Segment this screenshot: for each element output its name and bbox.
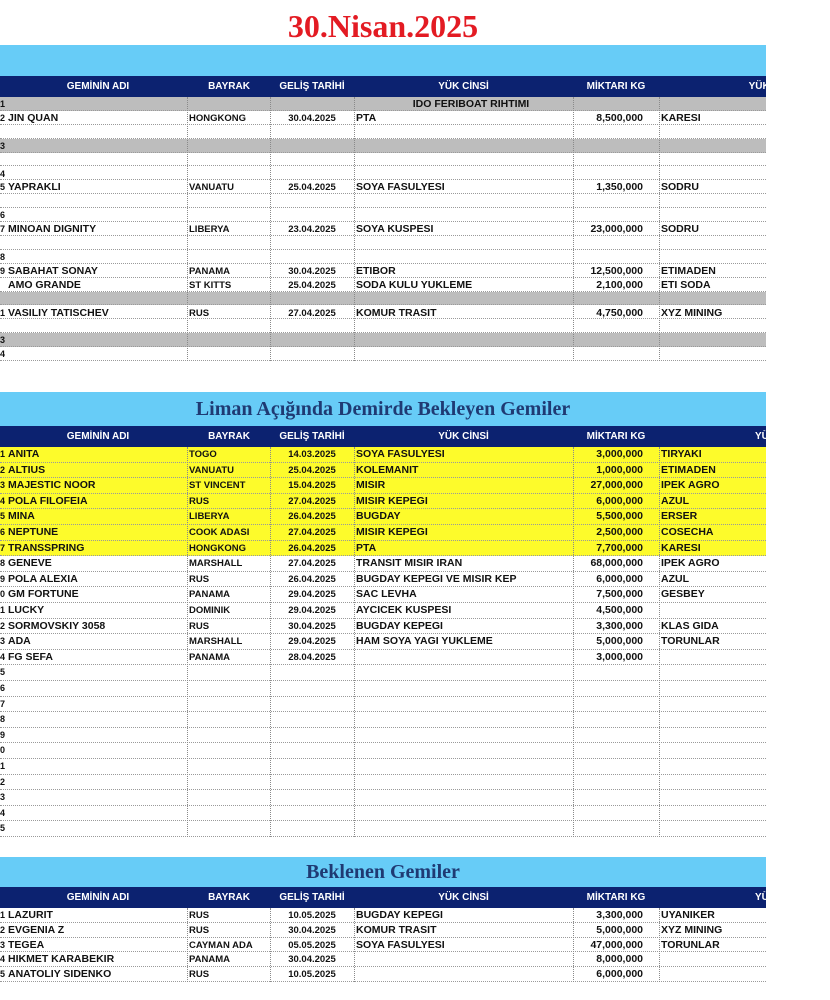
flag: LIBERYA — [189, 511, 230, 523]
berth-note: IDO FERIBOAT RIHTIMI — [412, 98, 530, 110]
table-row — [0, 697, 766, 713]
cargo-owner: ETI SODA — [661, 278, 711, 291]
cargo-owner: XYZ MINING — [661, 306, 723, 319]
cargo-owner: TORUNLAR — [661, 635, 720, 648]
row-number: 3 — [0, 140, 6, 151]
column-divider — [659, 97, 660, 361]
flag: COOK ADASI — [189, 527, 250, 538]
cargo-owner: GESBEY — [661, 588, 705, 601]
row-number: 7 — [0, 224, 6, 235]
arrival-date: 25.04.2025 — [288, 279, 336, 291]
row-number: 5 — [0, 511, 6, 522]
ship-name: POLA ALEXIA — [8, 572, 78, 585]
row-number: 6 — [0, 527, 6, 537]
flag: MARSHALL — [189, 636, 243, 648]
table-row — [0, 509, 766, 525]
row-number: 9 — [0, 573, 6, 584]
table-row — [0, 97, 766, 111]
column-divider — [573, 97, 574, 361]
flag: PANAMA — [189, 265, 230, 277]
flag: RUS — [189, 620, 210, 632]
row-number: 5 — [0, 667, 6, 678]
quantity-kg: 47,000,000 — [590, 938, 643, 951]
row-number: 3 — [0, 636, 6, 647]
table-row — [0, 541, 766, 557]
flag: RUS — [189, 495, 210, 507]
table-row — [0, 236, 766, 250]
flag: RUS — [189, 910, 210, 921]
table-row — [0, 525, 766, 541]
table-row — [0, 153, 766, 167]
row-number: 7 — [0, 698, 6, 709]
table-row — [0, 125, 766, 139]
table-row — [0, 194, 766, 208]
cargo-type: BUGDAY KEPEGI VE MISIR KEP — [356, 572, 517, 585]
table-row — [0, 923, 766, 938]
quantity-kg: 3,300,000 — [596, 909, 643, 921]
arrival-date: 30.04.2025 — [288, 265, 336, 277]
flag: PANAMA — [189, 954, 230, 966]
cargo-owner: KARESI — [661, 111, 701, 124]
quantity-kg: 6,000,000 — [596, 968, 643, 981]
arrival-date: 28.04.2025 — [288, 651, 336, 663]
col-arrival-date-header: GELİŞ TARİHİ — [279, 431, 345, 442]
row-number: 7 — [0, 542, 6, 553]
arrival-date: 30.04.2025 — [288, 620, 336, 632]
row-number: 6 — [0, 210, 6, 221]
table-row — [0, 821, 766, 837]
arrival-date: 26.04.2025 — [288, 542, 336, 554]
ship-name: GM FORTUNE — [8, 588, 79, 601]
arrival-date: 30.04.2025 — [288, 924, 336, 936]
flag: LIBERYA — [189, 224, 230, 236]
ship-name: ALTIUS — [8, 463, 46, 476]
cargo-type: SOYA FASULYESI — [356, 181, 445, 194]
page-title: 30.Nisan.2025 — [287, 8, 479, 44]
arrival-date: 30.04.2025 — [288, 112, 336, 124]
quantity-kg: 23,000,000 — [590, 223, 643, 236]
quantity-kg: 4,750,000 — [596, 306, 643, 319]
section3-title: Beklenen Gemiler — [306, 861, 460, 883]
ship-name: ANITA — [8, 448, 40, 460]
flag: MARSHALL — [189, 558, 243, 570]
ship-name: ANATOLIY SIDENKO — [8, 968, 112, 981]
section1-header — [0, 76, 807, 97]
col-cargo-type-header: YÜK CİNSİ — [438, 892, 489, 903]
col-cargo-owner-header: YÜK SAHİBİ — [748, 81, 807, 92]
table-row — [0, 208, 766, 222]
arrival-date: 14.03.2025 — [288, 449, 336, 460]
column-divider — [573, 908, 574, 982]
ship-name: GENEVE — [8, 557, 52, 570]
table-row — [0, 111, 766, 125]
cargo-type: MISIR KEPEGI — [356, 526, 428, 538]
quantity-kg: 68,000,000 — [590, 557, 643, 570]
ship-name: YAPRAKLI — [8, 181, 61, 194]
row-number: 2 — [0, 620, 6, 631]
ship-name: TEGEA — [8, 938, 45, 951]
arrival-date: 05.05.2025 — [288, 939, 336, 951]
cargo-owner: SODRU — [661, 181, 699, 194]
col-ship-name-header: GEMİNİN ADI — [66, 431, 130, 442]
row-number: 5 — [0, 182, 6, 193]
table-row — [0, 775, 766, 791]
quantity-kg: 4,500,000 — [596, 604, 643, 616]
ship-name: TRANSSPRING — [8, 541, 85, 554]
arrival-date: 10.05.2025 — [288, 969, 336, 981]
quantity-kg: 6,000,000 — [596, 494, 643, 507]
row-number: 8 — [0, 558, 6, 569]
table-row — [0, 333, 766, 347]
col-cargo-type-header: YÜK CİNSİ — [438, 81, 489, 92]
quantity-kg: 2,500,000 — [596, 526, 643, 538]
col-quantity-kg-header: MİKTARI KG — [586, 892, 646, 903]
table-row — [0, 250, 766, 264]
cargo-type: PTA — [356, 541, 377, 554]
col-flag-header: BAYRAK — [208, 431, 250, 442]
arrival-date: 27.04.2025 — [288, 558, 336, 570]
flag: PANAMA — [189, 589, 230, 601]
table-row — [0, 306, 766, 320]
cargo-owner: ETIMADEN — [661, 463, 716, 476]
table-row — [0, 967, 766, 982]
col-flag-header: BAYRAK — [208, 892, 250, 903]
row-number: 1 — [0, 761, 6, 771]
row-number: 0 — [0, 745, 6, 756]
flag: HONGKONG — [189, 112, 246, 124]
column-divider — [354, 97, 355, 361]
row-number: 4 — [0, 807, 6, 818]
row-number: 1 — [0, 910, 6, 920]
column-divider — [354, 447, 355, 837]
cargo-type: SOYA FASULYESI — [356, 938, 445, 951]
ship-name: LUCKY — [8, 604, 45, 616]
table-row — [0, 292, 766, 306]
quantity-kg: 3,300,000 — [596, 619, 643, 632]
flag: RUS — [189, 969, 210, 981]
quantity-kg: 3,000,000 — [596, 448, 643, 460]
col-flag-header: BAYRAK — [208, 81, 250, 92]
table-row — [0, 603, 766, 619]
table-row — [0, 264, 766, 278]
table-row — [0, 222, 766, 236]
cargo-owner: ERSER — [661, 510, 698, 523]
cargo-owner: AZUL — [661, 572, 689, 585]
cargo-owner: TORUNLAR — [661, 938, 720, 951]
cargo-type: KOMUR TRASIT — [356, 306, 437, 319]
table-row — [0, 478, 766, 494]
table-row — [0, 806, 766, 822]
row-number: 3 — [0, 792, 6, 803]
table-row — [0, 681, 766, 697]
row-number: 2 — [0, 776, 6, 787]
cargo-owner: TIRYAKI — [661, 448, 702, 460]
ship-name: JIN QUAN — [8, 111, 59, 124]
row-number: 4 — [0, 168, 6, 179]
table-row — [0, 572, 766, 588]
arrival-date: 29.04.2025 — [288, 589, 336, 601]
table-row — [0, 728, 766, 744]
table-row — [0, 908, 766, 923]
arrival-date: 25.04.2025 — [288, 464, 336, 476]
arrival-date: 29.04.2025 — [288, 636, 336, 648]
flag: PANAMA — [189, 651, 230, 663]
quantity-kg: 6,000,000 — [596, 572, 643, 585]
ship-name: NEPTUNE — [8, 526, 59, 538]
ship-name: POLA FILOFEIA — [8, 494, 88, 507]
flag: VANUATU — [189, 182, 235, 194]
table-row — [0, 447, 766, 463]
quantity-kg: 8,500,000 — [596, 111, 643, 124]
quantity-kg: 8,000,000 — [596, 953, 643, 966]
section1-band — [0, 45, 766, 76]
cargo-type: KOLEMANIT — [356, 463, 419, 476]
cargo-type: TRANSIT MISIR IRAN — [356, 557, 463, 570]
column-divider — [270, 908, 271, 982]
arrival-date: 26.04.2025 — [288, 511, 336, 523]
ship-name: VASILIY TATISCHEV — [8, 306, 109, 319]
row-number: 9 — [0, 265, 6, 276]
ship-name: MINA — [8, 510, 35, 523]
table-row — [0, 743, 766, 759]
table-row — [0, 139, 766, 153]
row-number: 8 — [0, 714, 6, 725]
arrival-date: 27.04.2025 — [288, 495, 336, 507]
row-number: 6 — [0, 683, 6, 693]
quantity-kg: 1,000,000 — [596, 463, 643, 476]
table-row — [0, 278, 766, 292]
table-row — [0, 759, 766, 775]
table-row — [0, 180, 766, 194]
ship-name: MINOAN DIGNITY — [8, 223, 97, 236]
col-ship-name-header: GEMİNİN ADI — [66, 892, 130, 903]
cargo-owner: KARESI — [661, 541, 701, 554]
table-row — [0, 650, 766, 666]
table-row — [0, 938, 766, 953]
flag: ST VINCENT — [189, 480, 246, 492]
col-cargo-owner-header: YÜK SAH — [754, 431, 800, 442]
col-cargo-owner-header: YÜK SAH — [754, 892, 800, 903]
row-number: 5 — [0, 823, 6, 834]
cargo-type: ETIBOR — [356, 264, 396, 277]
cargo-type: MISIR KEPEGI — [356, 494, 428, 507]
row-number: 2 — [0, 112, 6, 123]
section2-band — [0, 392, 766, 426]
cargo-owner: COSECHA — [661, 526, 714, 538]
cargo-type: MISIR — [356, 479, 386, 492]
row-number: 1 — [0, 449, 6, 459]
ship-name: EVGENIA Z — [8, 923, 65, 936]
row-number: 3 — [0, 335, 6, 346]
col-cargo-type-header: YÜK CİNSİ — [438, 431, 489, 442]
quantity-kg: 7,500,000 — [596, 588, 643, 601]
ship-name: FG SEFA — [8, 650, 53, 663]
column-divider — [187, 908, 188, 982]
cargo-type: SAC LEVHA — [356, 588, 417, 601]
quantity-kg: 5,500,000 — [596, 510, 643, 523]
arrival-date: 27.04.2025 — [288, 307, 336, 319]
flag: RUS — [189, 573, 210, 585]
table-row — [0, 790, 766, 806]
quantity-kg: 2,100,000 — [596, 278, 643, 291]
table-row — [0, 347, 766, 361]
quantity-kg: 5,000,000 — [596, 923, 643, 936]
column-divider — [187, 447, 188, 837]
ship-name: MAJESTIC NOOR — [8, 479, 96, 492]
column-divider — [573, 447, 574, 837]
row-number: 3 — [0, 939, 6, 950]
col-quantity-kg-header: MİKTARI KG — [586, 431, 646, 442]
row-number: 8 — [0, 251, 6, 262]
quantity-kg: 7,700,000 — [596, 541, 643, 554]
ship-name: ADA — [8, 635, 31, 648]
row-number: 1 — [0, 605, 6, 615]
col-ship-name-header: GEMİNİN ADI — [66, 81, 130, 92]
row-number: 2 — [0, 924, 6, 935]
row-number: 4 — [0, 349, 6, 360]
flag: VANUATU — [189, 464, 235, 476]
cargo-type: KOMUR TRASIT — [356, 923, 437, 936]
cargo-type: SOYA KUSPESI — [356, 223, 434, 236]
table-row — [0, 494, 766, 510]
cargo-owner: KLAS GIDA — [661, 619, 719, 632]
cargo-type: AYCICEK KUSPESI — [356, 604, 452, 616]
quantity-kg: 12,500,000 — [590, 264, 643, 277]
table-row — [0, 556, 766, 572]
table-row — [0, 712, 766, 728]
column-divider — [659, 447, 660, 837]
cargo-owner: UYANIKER — [661, 909, 715, 921]
cargo-owner: SODRU — [661, 223, 699, 236]
quantity-kg: 1,350,000 — [596, 181, 643, 194]
arrival-date: 10.05.2025 — [288, 910, 336, 921]
arrival-date: 26.04.2025 — [288, 573, 336, 585]
row-number: 1 — [0, 99, 6, 109]
column-divider — [187, 97, 188, 361]
cargo-owner: XYZ MINING — [661, 923, 723, 936]
row-number: 4 — [0, 495, 6, 506]
row-number: 5 — [0, 969, 6, 980]
cargo-type: PTA — [356, 111, 377, 124]
ship-name: SORMOVSKIY 3058 — [8, 619, 106, 632]
cargo-type: HAM SOYA YAGI YUKLEME — [356, 635, 493, 648]
table-row — [0, 319, 766, 333]
col-arrival-date-header: GELİŞ TARİHİ — [279, 892, 345, 903]
flag: CAYMAN ADA — [189, 939, 253, 951]
table-row — [0, 463, 766, 479]
flag: TOGO — [189, 449, 217, 460]
cargo-owner: ETIMADEN — [661, 264, 716, 277]
table-row — [0, 634, 766, 650]
arrival-date: 30.04.2025 — [288, 954, 336, 966]
section2-header — [0, 426, 800, 447]
column-divider — [354, 908, 355, 982]
row-number: 4 — [0, 954, 6, 965]
cargo-type: BUGDAY KEPEGI — [356, 619, 443, 632]
flag: RUS — [189, 307, 210, 319]
arrival-date: 25.04.2025 — [288, 182, 336, 194]
section3-header — [0, 887, 800, 908]
column-divider — [270, 447, 271, 837]
row-number: 9 — [0, 729, 6, 740]
quantity-kg: 27,000,000 — [590, 479, 643, 492]
flag: ST KITTS — [189, 279, 232, 291]
cargo-owner: AZUL — [661, 494, 689, 507]
arrival-date: 29.04.2025 — [288, 605, 336, 616]
column-divider — [270, 97, 271, 361]
section2-title: Liman Açığında Demirde Bekleyen Gemiler — [195, 398, 571, 420]
table-row — [0, 167, 766, 181]
col-quantity-kg-header: MİKTARI KG — [586, 81, 646, 92]
ship-name: LAZURIT — [8, 909, 53, 921]
quantity-kg: 5,000,000 — [596, 635, 643, 648]
table-row — [0, 952, 766, 967]
table-row — [0, 587, 766, 603]
quantity-kg: 3,000,000 — [596, 650, 643, 663]
cargo-type: BUGDAY KEPEGI — [356, 909, 443, 921]
section3-band — [0, 857, 766, 887]
cargo-type: SODA KULU YUKLEME — [356, 278, 473, 291]
cargo-owner: IPEK AGRO — [661, 479, 720, 492]
flag: HONGKONG — [189, 542, 246, 554]
arrival-date: 15.04.2025 — [288, 480, 336, 492]
flag: RUS — [189, 924, 210, 936]
column-divider — [659, 908, 660, 982]
cargo-type: SOYA FASULYESI — [356, 448, 445, 460]
cargo-type: BUGDAY — [356, 510, 401, 523]
flag: DOMINIK — [189, 605, 231, 616]
arrival-date: 27.04.2025 — [288, 527, 336, 538]
row-number: 1 — [0, 307, 6, 318]
row-number: 0 — [0, 589, 6, 600]
table-row — [0, 665, 766, 681]
row-number: 3 — [0, 480, 6, 491]
col-arrival-date-header: GELİŞ TARİHİ — [279, 81, 345, 92]
arrival-date: 23.04.2025 — [288, 224, 336, 236]
ship-name: HIKMET KARABEKIR — [8, 953, 115, 966]
cargo-owner: IPEK AGRO — [661, 557, 720, 570]
ship-name: AMO GRANDE — [8, 278, 81, 291]
row-number: 2 — [0, 464, 6, 475]
row-number: 4 — [0, 651, 6, 662]
table-row — [0, 619, 766, 635]
ship-name: SABAHAT SONAY — [8, 264, 98, 277]
